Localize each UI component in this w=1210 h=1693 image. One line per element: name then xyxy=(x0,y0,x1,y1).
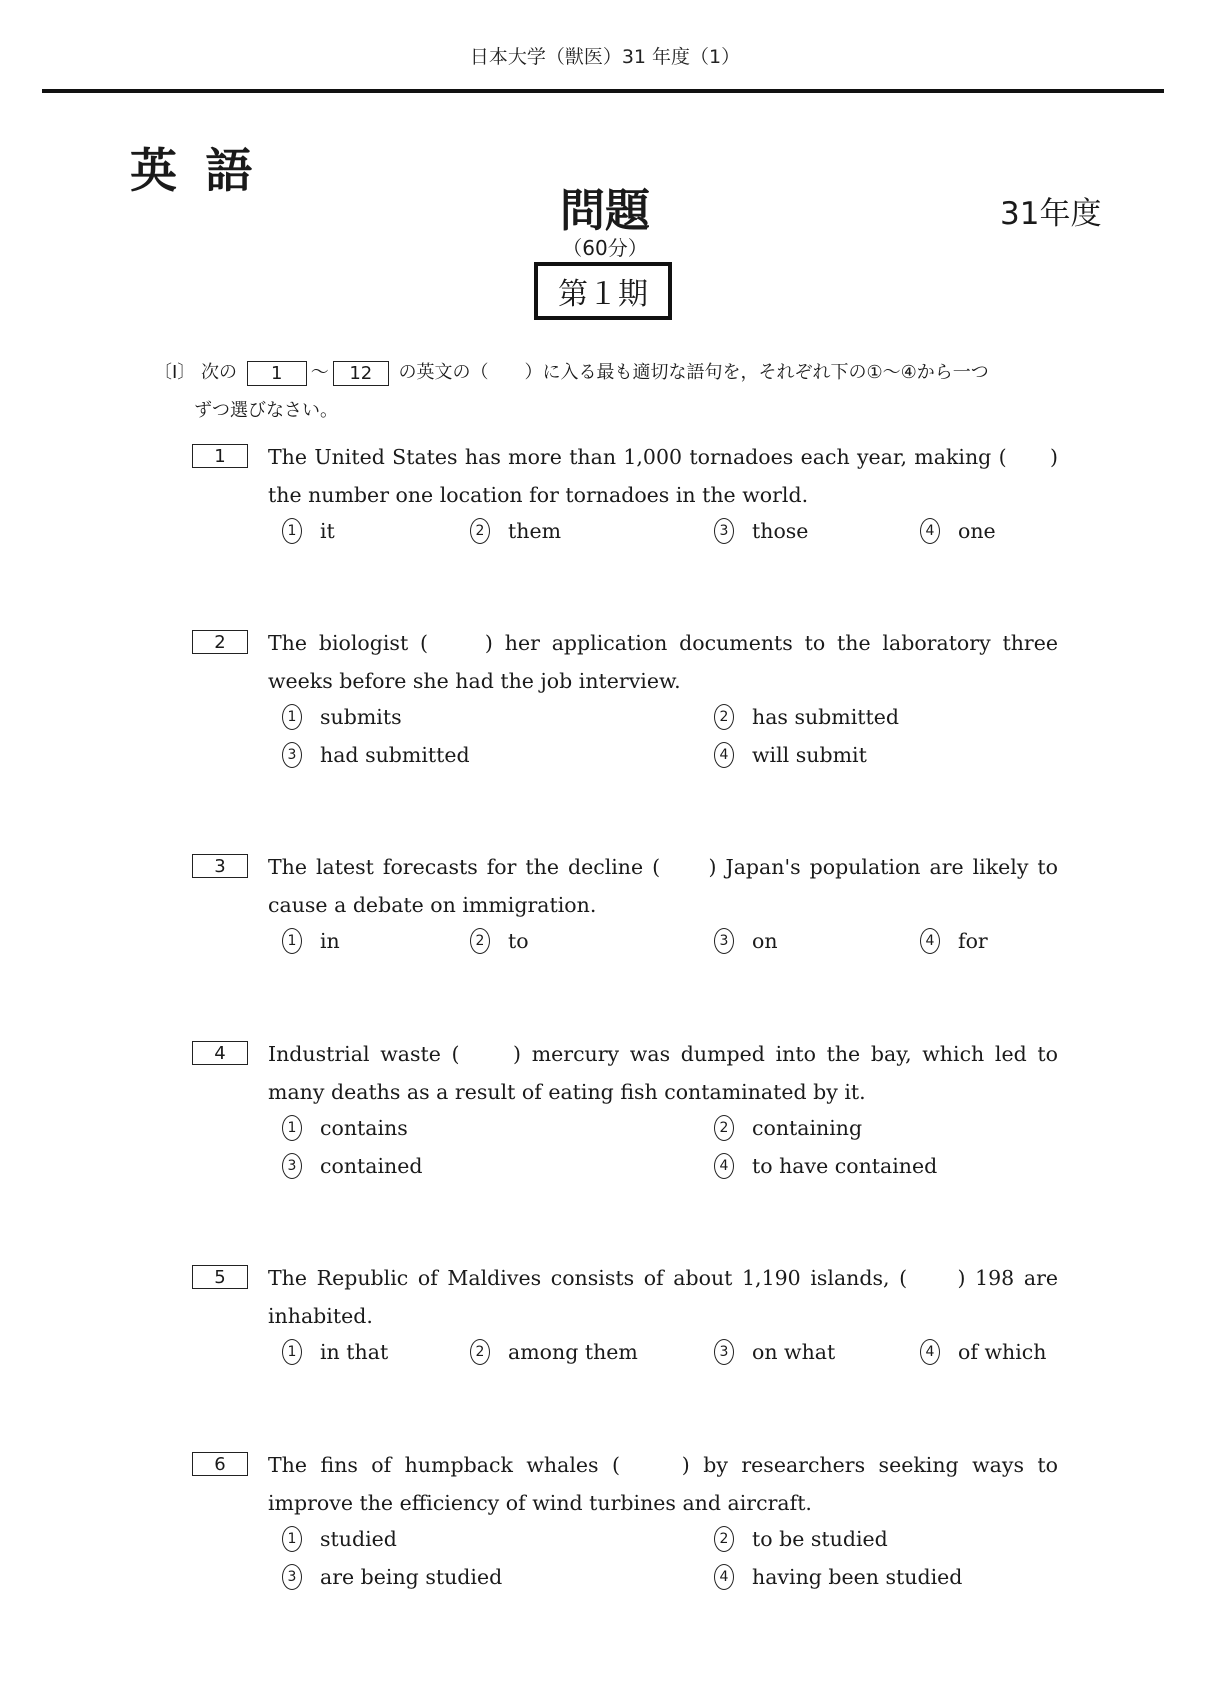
circled-number: 4 xyxy=(920,928,940,954)
circled-number: 4 xyxy=(714,1153,734,1179)
circled-number: 4 xyxy=(920,518,940,544)
option-text: containing xyxy=(752,1116,863,1140)
question-number-box: 1 xyxy=(192,444,248,468)
option-2 xyxy=(470,1339,638,1365)
circled-number: 2 xyxy=(714,1526,734,1552)
option-3 xyxy=(282,1564,502,1590)
circled-number: 3 xyxy=(714,518,734,544)
circled-number: 1 xyxy=(282,1526,302,1552)
question-text: The biologist ( ) her application documents to the laboratory three weeks before she had the job interview. xyxy=(268,631,1058,693)
circled-number: 3 xyxy=(714,1339,734,1365)
option-text: for xyxy=(958,929,988,953)
option-text: them xyxy=(508,519,562,543)
range-tilde: 〜 xyxy=(310,362,329,383)
circled-number: 4 xyxy=(714,1564,734,1590)
option-4 xyxy=(714,742,867,768)
circled-number: 2 xyxy=(470,1339,490,1365)
question-number-box: 5 xyxy=(192,1265,248,1289)
option-text: submits xyxy=(320,705,402,729)
option-text: to xyxy=(508,929,529,953)
circled-number: 2 xyxy=(470,518,490,544)
option-3 xyxy=(714,1339,835,1365)
circled-number: 1 xyxy=(282,518,302,544)
instruction-text-3: ずつ選びなさい。 xyxy=(194,400,338,421)
question-number-box: 4 xyxy=(192,1041,248,1065)
range-start-box: 1 xyxy=(247,361,307,386)
option-text: are being studied xyxy=(320,1565,503,1589)
option-text: it xyxy=(320,519,335,543)
circled-number: 3 xyxy=(282,1564,302,1590)
question-text: The fins of humpback whales ( ) by researchers seeking ways to improve the efficiency of wind turbines and aircraft. xyxy=(268,1453,1058,1515)
option-2 xyxy=(470,928,529,954)
circled-number: 3 xyxy=(282,1153,302,1179)
option-text: to be studied xyxy=(752,1527,888,1551)
circled-number: 1 xyxy=(282,704,302,730)
option-2 xyxy=(470,518,561,544)
option-text: in xyxy=(320,929,340,953)
section-label: 〔Ⅰ〕 xyxy=(154,362,196,383)
option-1 xyxy=(282,704,402,730)
option-text: contained xyxy=(320,1154,423,1178)
option-4 xyxy=(714,1153,937,1179)
term-box: 第１期 xyxy=(534,262,672,320)
instruction-text-2: の英文の（ ）に入る最も適切な語句を，それぞれ下の①〜④から一つ xyxy=(398,362,989,383)
option-1 xyxy=(282,518,335,544)
option-3 xyxy=(714,518,808,544)
option-text: will submit xyxy=(752,743,867,767)
option-text: among them xyxy=(508,1340,638,1364)
option-text: one xyxy=(958,519,996,543)
option-1 xyxy=(282,928,340,954)
option-text: on what xyxy=(752,1340,836,1364)
circled-number: 4 xyxy=(920,1339,940,1365)
circled-number: 4 xyxy=(714,742,734,768)
question-text: Industrial waste ( ) mercury was dumped into the bay, which led to many deaths as a result of eating fish contaminated by it. xyxy=(268,1042,1058,1104)
option-text: has submitted xyxy=(752,705,900,729)
circled-number: 1 xyxy=(282,1115,302,1141)
option-text: of which xyxy=(958,1340,1047,1364)
question-text: The Republic of Maldives consists of about 1,190 islands, ( ) 198 are inhabited. xyxy=(268,1266,1058,1328)
option-text: on xyxy=(752,929,778,953)
option-4 xyxy=(920,518,996,544)
question-text: The latest forecasts for the decline ( ) Japan's population are likely to cause a debate on immigration. xyxy=(268,855,1058,917)
option-1 xyxy=(282,1339,388,1365)
option-1 xyxy=(282,1526,397,1552)
option-2 xyxy=(714,704,899,730)
option-4 xyxy=(714,1564,962,1590)
page-header: 日本大学（獣医）31 年度（1） xyxy=(469,46,741,68)
option-text: those xyxy=(752,519,809,543)
problems-heading: 問題 xyxy=(559,184,650,237)
option-text: contains xyxy=(320,1116,408,1140)
question-number-box: 3 xyxy=(192,854,248,878)
option-3 xyxy=(714,928,778,954)
circled-number: 3 xyxy=(282,742,302,768)
question-number-box: 6 xyxy=(192,1452,248,1476)
option-text: having been studied xyxy=(752,1565,963,1589)
instruction-text-1: 次の xyxy=(201,362,238,383)
exam-duration: （60分） xyxy=(562,236,648,260)
option-3 xyxy=(282,1153,423,1179)
circled-number: 3 xyxy=(714,928,734,954)
option-2 xyxy=(714,1115,862,1141)
option-text: in that xyxy=(320,1340,389,1364)
section-instructions xyxy=(154,354,1074,430)
option-text: had submitted xyxy=(320,743,470,767)
exam-year: 31年度 xyxy=(1000,196,1102,232)
option-text: to have contained xyxy=(752,1154,938,1178)
circled-number: 2 xyxy=(470,928,490,954)
range-end-box: 12 xyxy=(333,361,389,386)
option-3 xyxy=(282,742,470,768)
subject-title: 英 語 xyxy=(130,144,259,199)
option-2 xyxy=(714,1526,888,1552)
option-1 xyxy=(282,1115,408,1141)
circled-number: 1 xyxy=(282,1339,302,1365)
question-text: The United States has more than 1,000 tornadoes each year, making ( ) the number one location for tornadoes in the world. xyxy=(268,445,1058,507)
question-number-box: 2 xyxy=(192,630,248,654)
option-4 xyxy=(920,928,988,954)
circled-number: 2 xyxy=(714,1115,734,1141)
circled-number: 1 xyxy=(282,928,302,954)
option-text: studied xyxy=(320,1527,397,1551)
header-rule xyxy=(42,89,1164,93)
circled-number: 2 xyxy=(714,704,734,730)
option-4 xyxy=(920,1339,1046,1365)
